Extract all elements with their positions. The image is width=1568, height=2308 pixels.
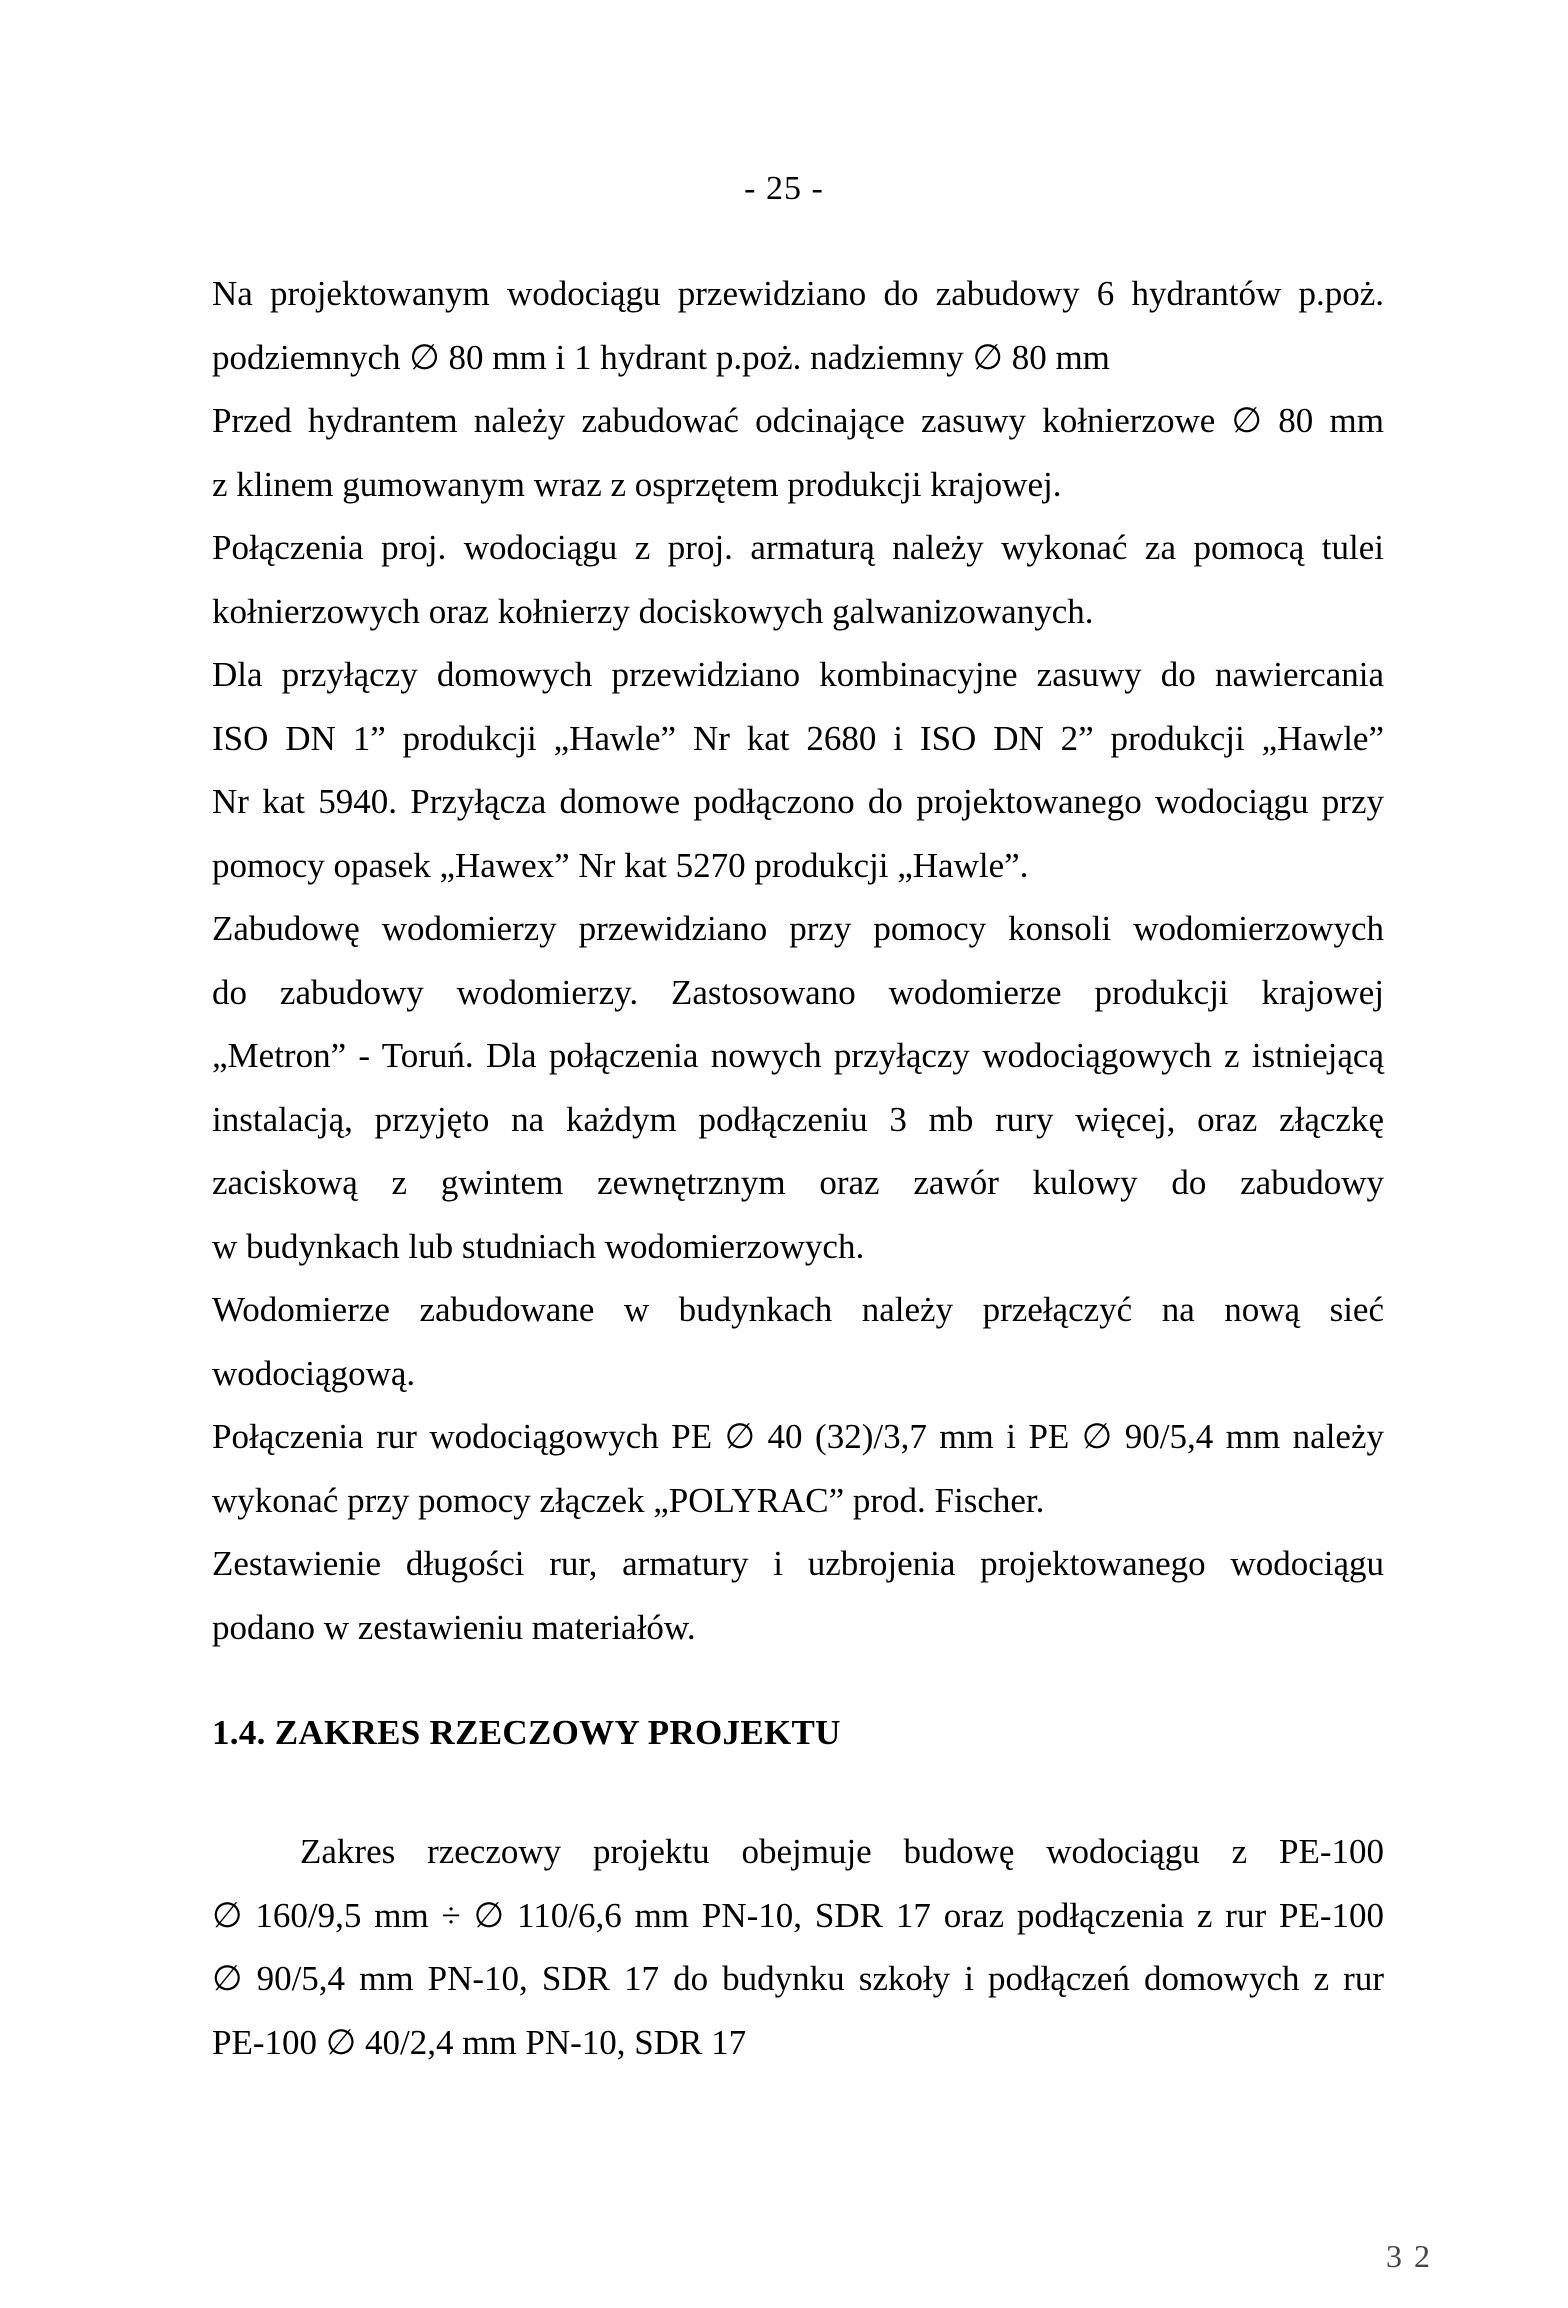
text-line: w budynkach lub studniach wodomierzowych. bbox=[212, 1226, 865, 1266]
page-number: - 25 - bbox=[744, 170, 824, 207]
section-body bbox=[212, 1820, 1384, 2074]
text-line: ∅ 160/9,5 mm ÷ ∅ 110/6,6 mm PN-10, SDR 17 oraz podłączenia z rur PE-100 bbox=[212, 1895, 1384, 1935]
section-heading: 1.4. ZAKRES RZECZOWY PROJEKTU bbox=[212, 1713, 841, 1752]
text-line: kołnierzowych oraz kołnierzy dociskowych galwanizowanych. bbox=[212, 591, 1094, 631]
text-line: podano w zestawieniu materiałów. bbox=[212, 1607, 696, 1647]
text-line: instalacją, przyjęto na każdym podłączeniu 3 mb rury więcej, oraz złączkę bbox=[212, 1099, 1384, 1139]
text-line: Dla przyłączy domowych przewidziano kombinacyjne zasuwy do nawiercania bbox=[212, 655, 1384, 694]
text-line: zaciskową z gwintem zewnętrznym oraz zawór kulowy do zabudowy bbox=[212, 1163, 1384, 1202]
text-line: z klinem gumowanym wraz z osprzętem produkcji krajowej. bbox=[212, 464, 1062, 504]
body-text bbox=[212, 262, 1384, 1659]
text-line: Połączenia proj. wodociągu z proj. armaturą należy wykonać za pomocą tulei bbox=[212, 528, 1384, 567]
text-line: Na projektowanym wodociągu przewidziano do zabudowy 6 hydrantów p.poż. bbox=[212, 274, 1384, 313]
text-line: podziemnych ∅ 80 mm i 1 hydrant p.poż. nadziemny ∅ 80 mm bbox=[212, 337, 1110, 377]
text-line: Zestawienie długości rur, armatury i uzbrojenia projektowanego wodociągu bbox=[212, 1544, 1384, 1583]
handwritten-page-mark: 3 2 bbox=[1386, 2238, 1432, 2274]
text-line: Zabudowę wodomierzy przewidziano przy pomocy konsoli wodomierzowych bbox=[212, 909, 1384, 948]
text-line: ∅ 90/5,4 mm PN-10, SDR 17 do budynku szkoły i podłączeń domowych z rur bbox=[212, 1959, 1384, 1998]
text-line: Przed hydrantem należy zabudować odcinające zasuwy kołnierzowe ∅ 80 mm bbox=[212, 401, 1384, 440]
text-line: Zakres rzeczowy projektu obejmuje budowę wodociągu z PE-100 bbox=[300, 1832, 1384, 1871]
text-line: do zabudowy wodomierzy. Zastosowano wodomierze produkcji krajowej bbox=[212, 972, 1384, 1012]
text-line: wykonać przy pomocy złączek „POLYRAC” prod. Fischer. bbox=[212, 1480, 1045, 1520]
text-line: Wodomierze zabudowane w budynkach należy przełączyć na nową sieć bbox=[212, 1290, 1384, 1329]
text-line: wodociągową. bbox=[212, 1353, 416, 1393]
text-line: ISO DN 1” produkcji „Hawle” Nr kat 2680 i ISO DN 2” produkcji „Hawle” bbox=[212, 718, 1384, 758]
text-line: PE-100 ∅ 40/2,4 mm PN-10, SDR 17 bbox=[212, 2022, 747, 2062]
text-line: „Metron” - Toruń. Dla połączenia nowych przyłączy wodociągowych z istniejącą bbox=[212, 1036, 1384, 1075]
text-line: Nr kat 5940. Przyłącza domowe podłączono do projektowanego wodociągu przy bbox=[212, 782, 1384, 821]
text-line: Połączenia rur wodociągowych PE ∅ 40 (32)/3,7 mm i PE ∅ 90/5,4 mm należy bbox=[212, 1417, 1384, 1456]
text-line: pomocy opasek „Hawex” Nr kat 5270 produkcji „Hawle”. bbox=[212, 845, 1029, 885]
